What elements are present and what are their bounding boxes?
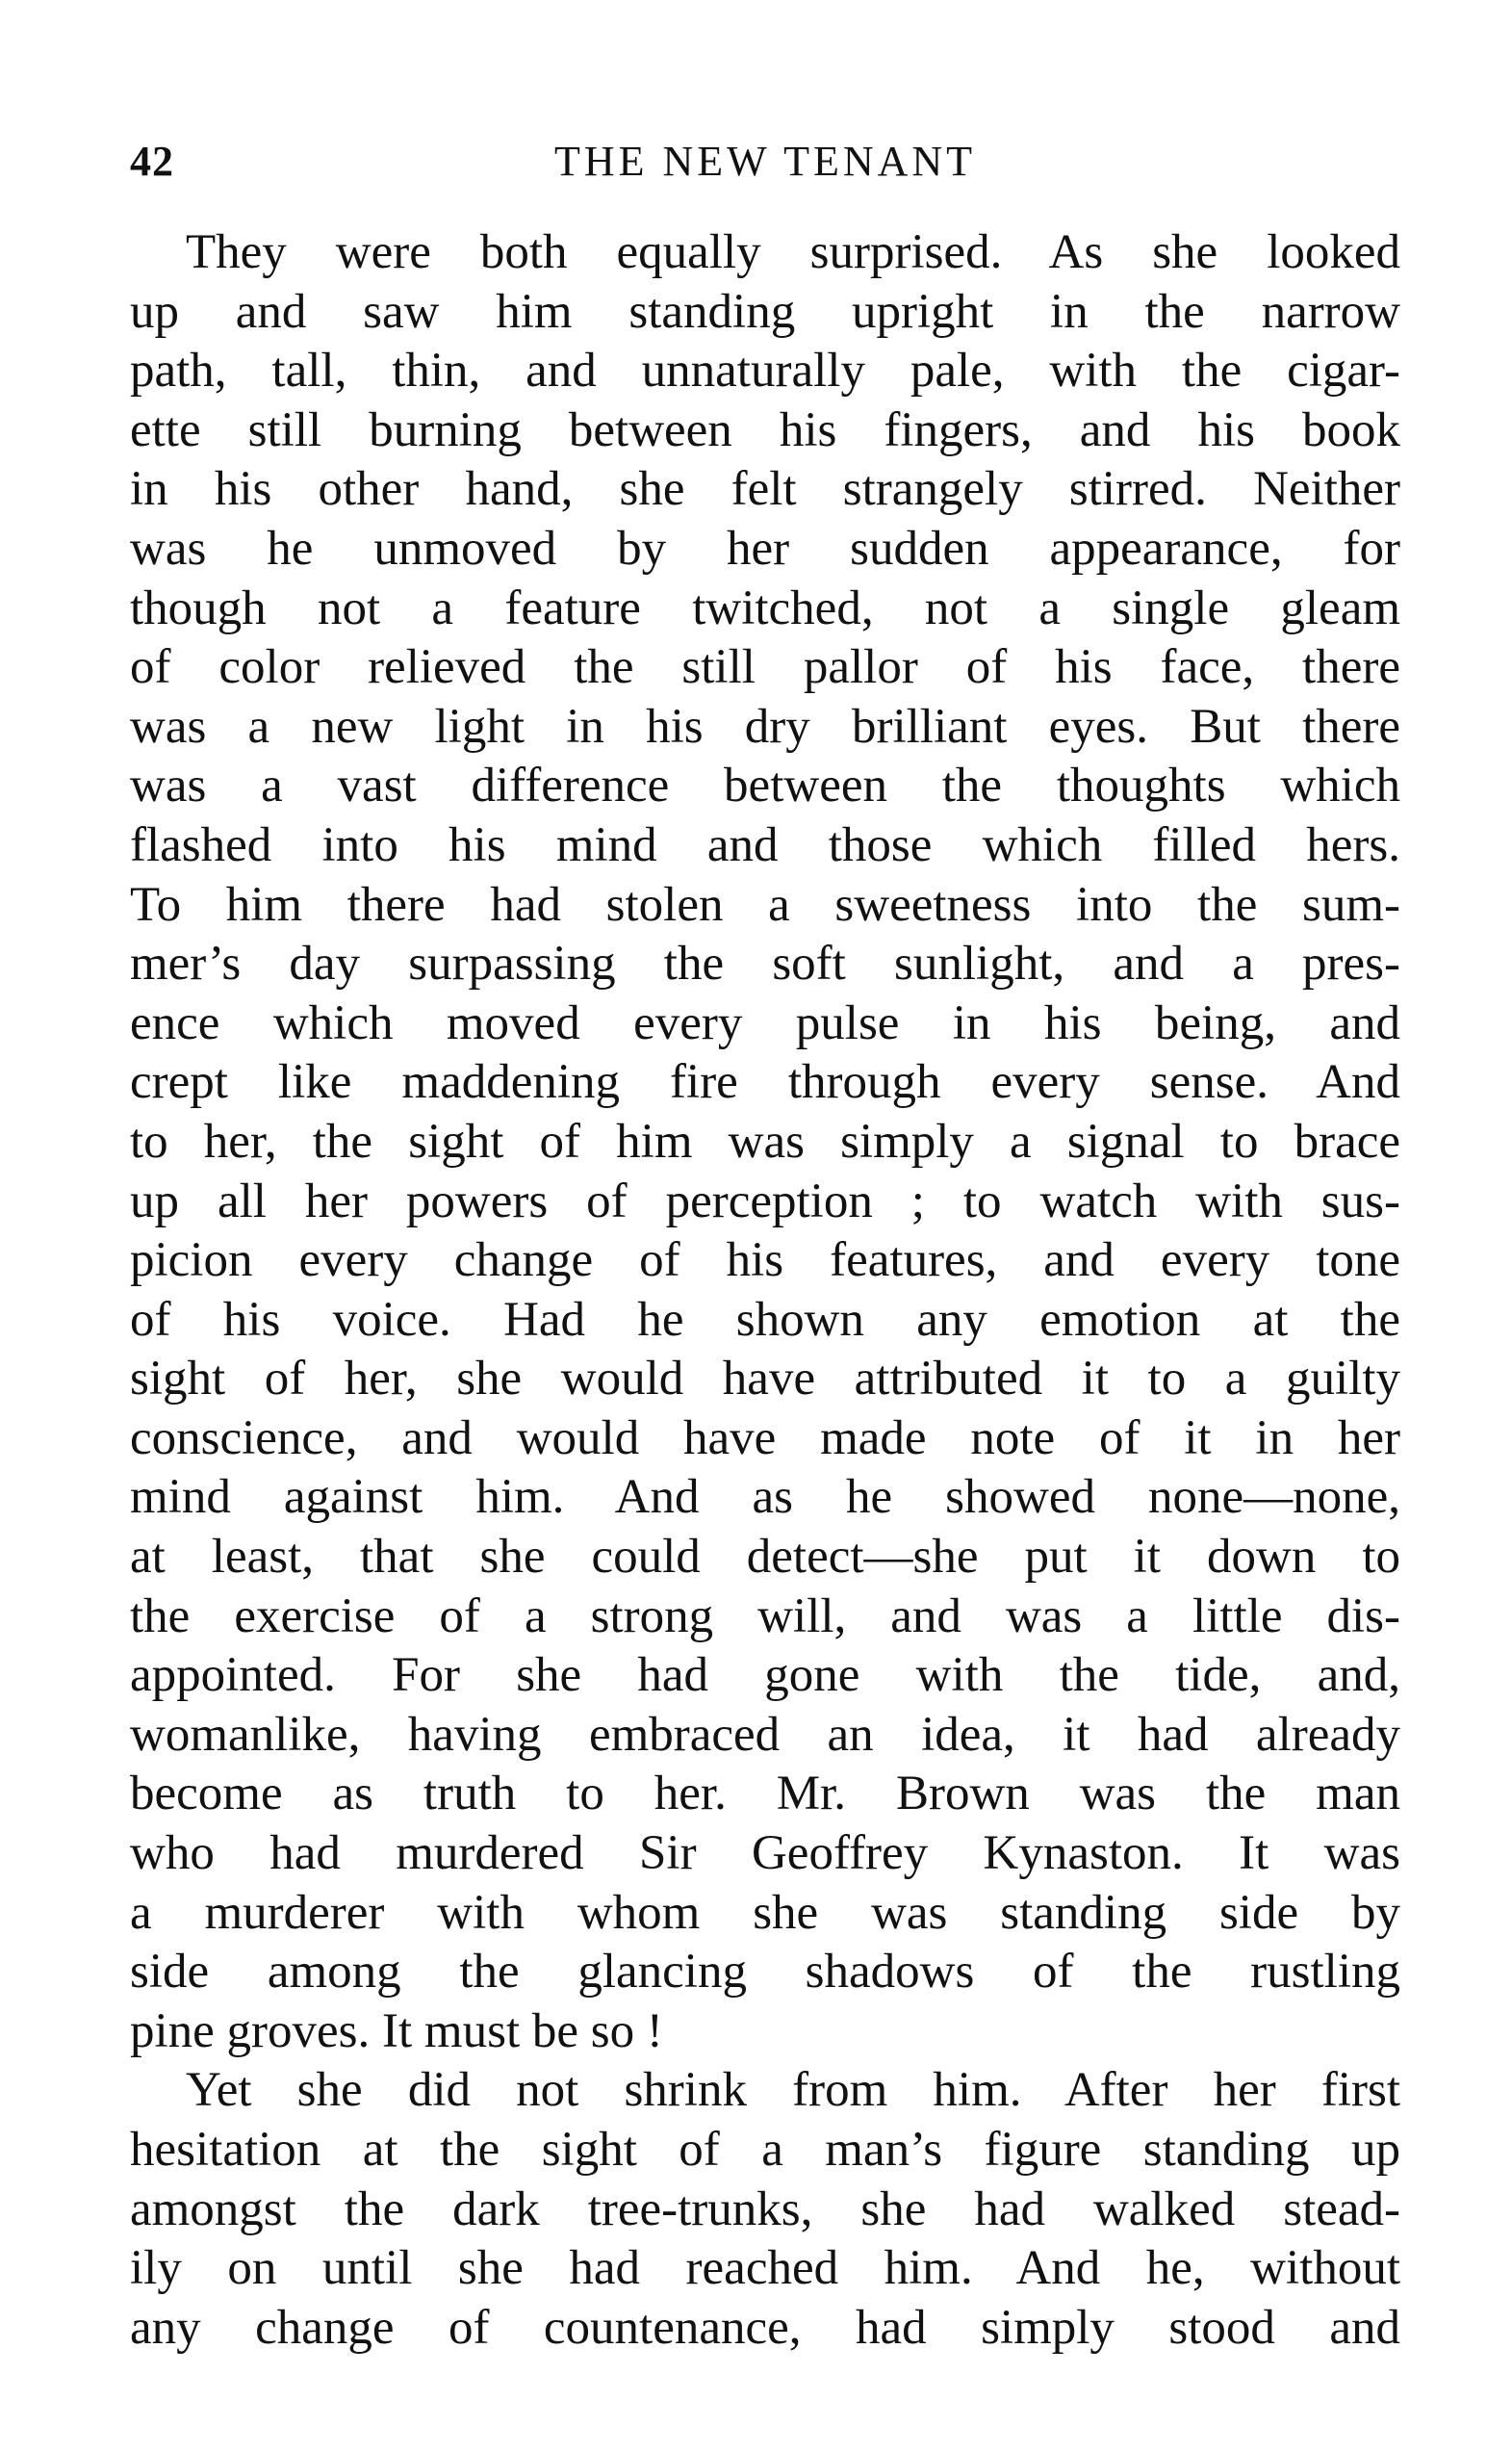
text-line: side among the glancing shadows of the rustling: [130, 1945, 1400, 2000]
text-line: They were both equally surprised. As she looked: [186, 225, 1400, 279]
text-line: up and saw him standing upright in the narrow: [130, 284, 1400, 339]
text-line: Yet she did not shrink from him. After her first: [186, 2063, 1400, 2118]
text-line: To him there had stolen a sweetness into the sum-: [130, 877, 1400, 932]
text-line: womanlike, having embraced an idea, it had already: [130, 1707, 1400, 1762]
text-line: at least, that she could detect—she put it down to: [130, 1530, 1400, 1585]
text-line: was a new light in his dry brilliant eyes. But there: [130, 699, 1400, 754]
text-line: hesitation at the sight of a man’s figure standing up: [130, 2123, 1400, 2177]
text-line: mind against him. And as he showed none—none,: [130, 1470, 1400, 1525]
text-line: ily on until she had reached him. And he, without: [130, 2241, 1400, 2296]
text-line: though not a feature twitched, not a single gleam: [130, 581, 1400, 635]
text-line: of his voice. Had he shown any emotion at the: [130, 1292, 1400, 1347]
text-line: ette still burning between his fingers, and his book: [130, 402, 1400, 457]
text-line: flashed into his mind and those which filled hers.: [130, 817, 1400, 872]
text-line: mer’s day surpassing the soft sunlight, and a pres-: [130, 937, 1400, 992]
text-line: appointed. For she had gone with the tide, and,: [130, 1648, 1400, 1703]
text-line: up all her powers of perception ; to watch with sus-: [130, 1174, 1400, 1228]
text-line: the exercise of a strong will, and was a little dis-: [130, 1588, 1400, 1643]
body-text: [130, 223, 1400, 2358]
text-line: picion every change of his features, and every tone: [130, 1233, 1400, 1288]
page-number: 42: [130, 138, 174, 185]
running-title: THE NEW TENANT: [553, 138, 977, 185]
text-line: pine groves. It must be so !: [130, 2003, 663, 2058]
text-line: of color relieved the still pallor of his face, there: [130, 640, 1400, 695]
text-line: amongst the dark tree-trunks, she had walked stead-: [130, 2181, 1400, 2236]
text-line: a murderer with whom she was standing side by: [130, 1885, 1400, 1940]
text-line: become as truth to her. Mr. Brown was the man: [130, 1767, 1400, 1821]
text-line: in his other hand, she felt strangely stirred. Neither: [130, 462, 1400, 517]
running-head: [130, 137, 1400, 194]
text-line: to her, the sight of him was simply a signal to brace: [130, 1114, 1400, 1169]
text-line: was he unmoved by her sudden appearance, for: [130, 521, 1400, 576]
text-line: any change of countenance, had simply stood and: [130, 2300, 1400, 2355]
text-line: was a vast difference between the thoughts which: [130, 759, 1400, 813]
text-line: conscience, and would have made note of it in her: [130, 1410, 1400, 1465]
text-line: crept like maddening fire through every sense. And: [130, 1055, 1400, 1110]
text-line: sight of her, she would have attributed it to a guilty: [130, 1352, 1400, 1407]
text-line: ence which moved every pulse in his being, and: [130, 995, 1400, 1050]
text-line: path, tall, thin, and unnaturally pale, with the cigar-: [130, 344, 1400, 399]
text-line: who had murdered Sir Geoffrey Kynaston. It was: [130, 1826, 1400, 1881]
